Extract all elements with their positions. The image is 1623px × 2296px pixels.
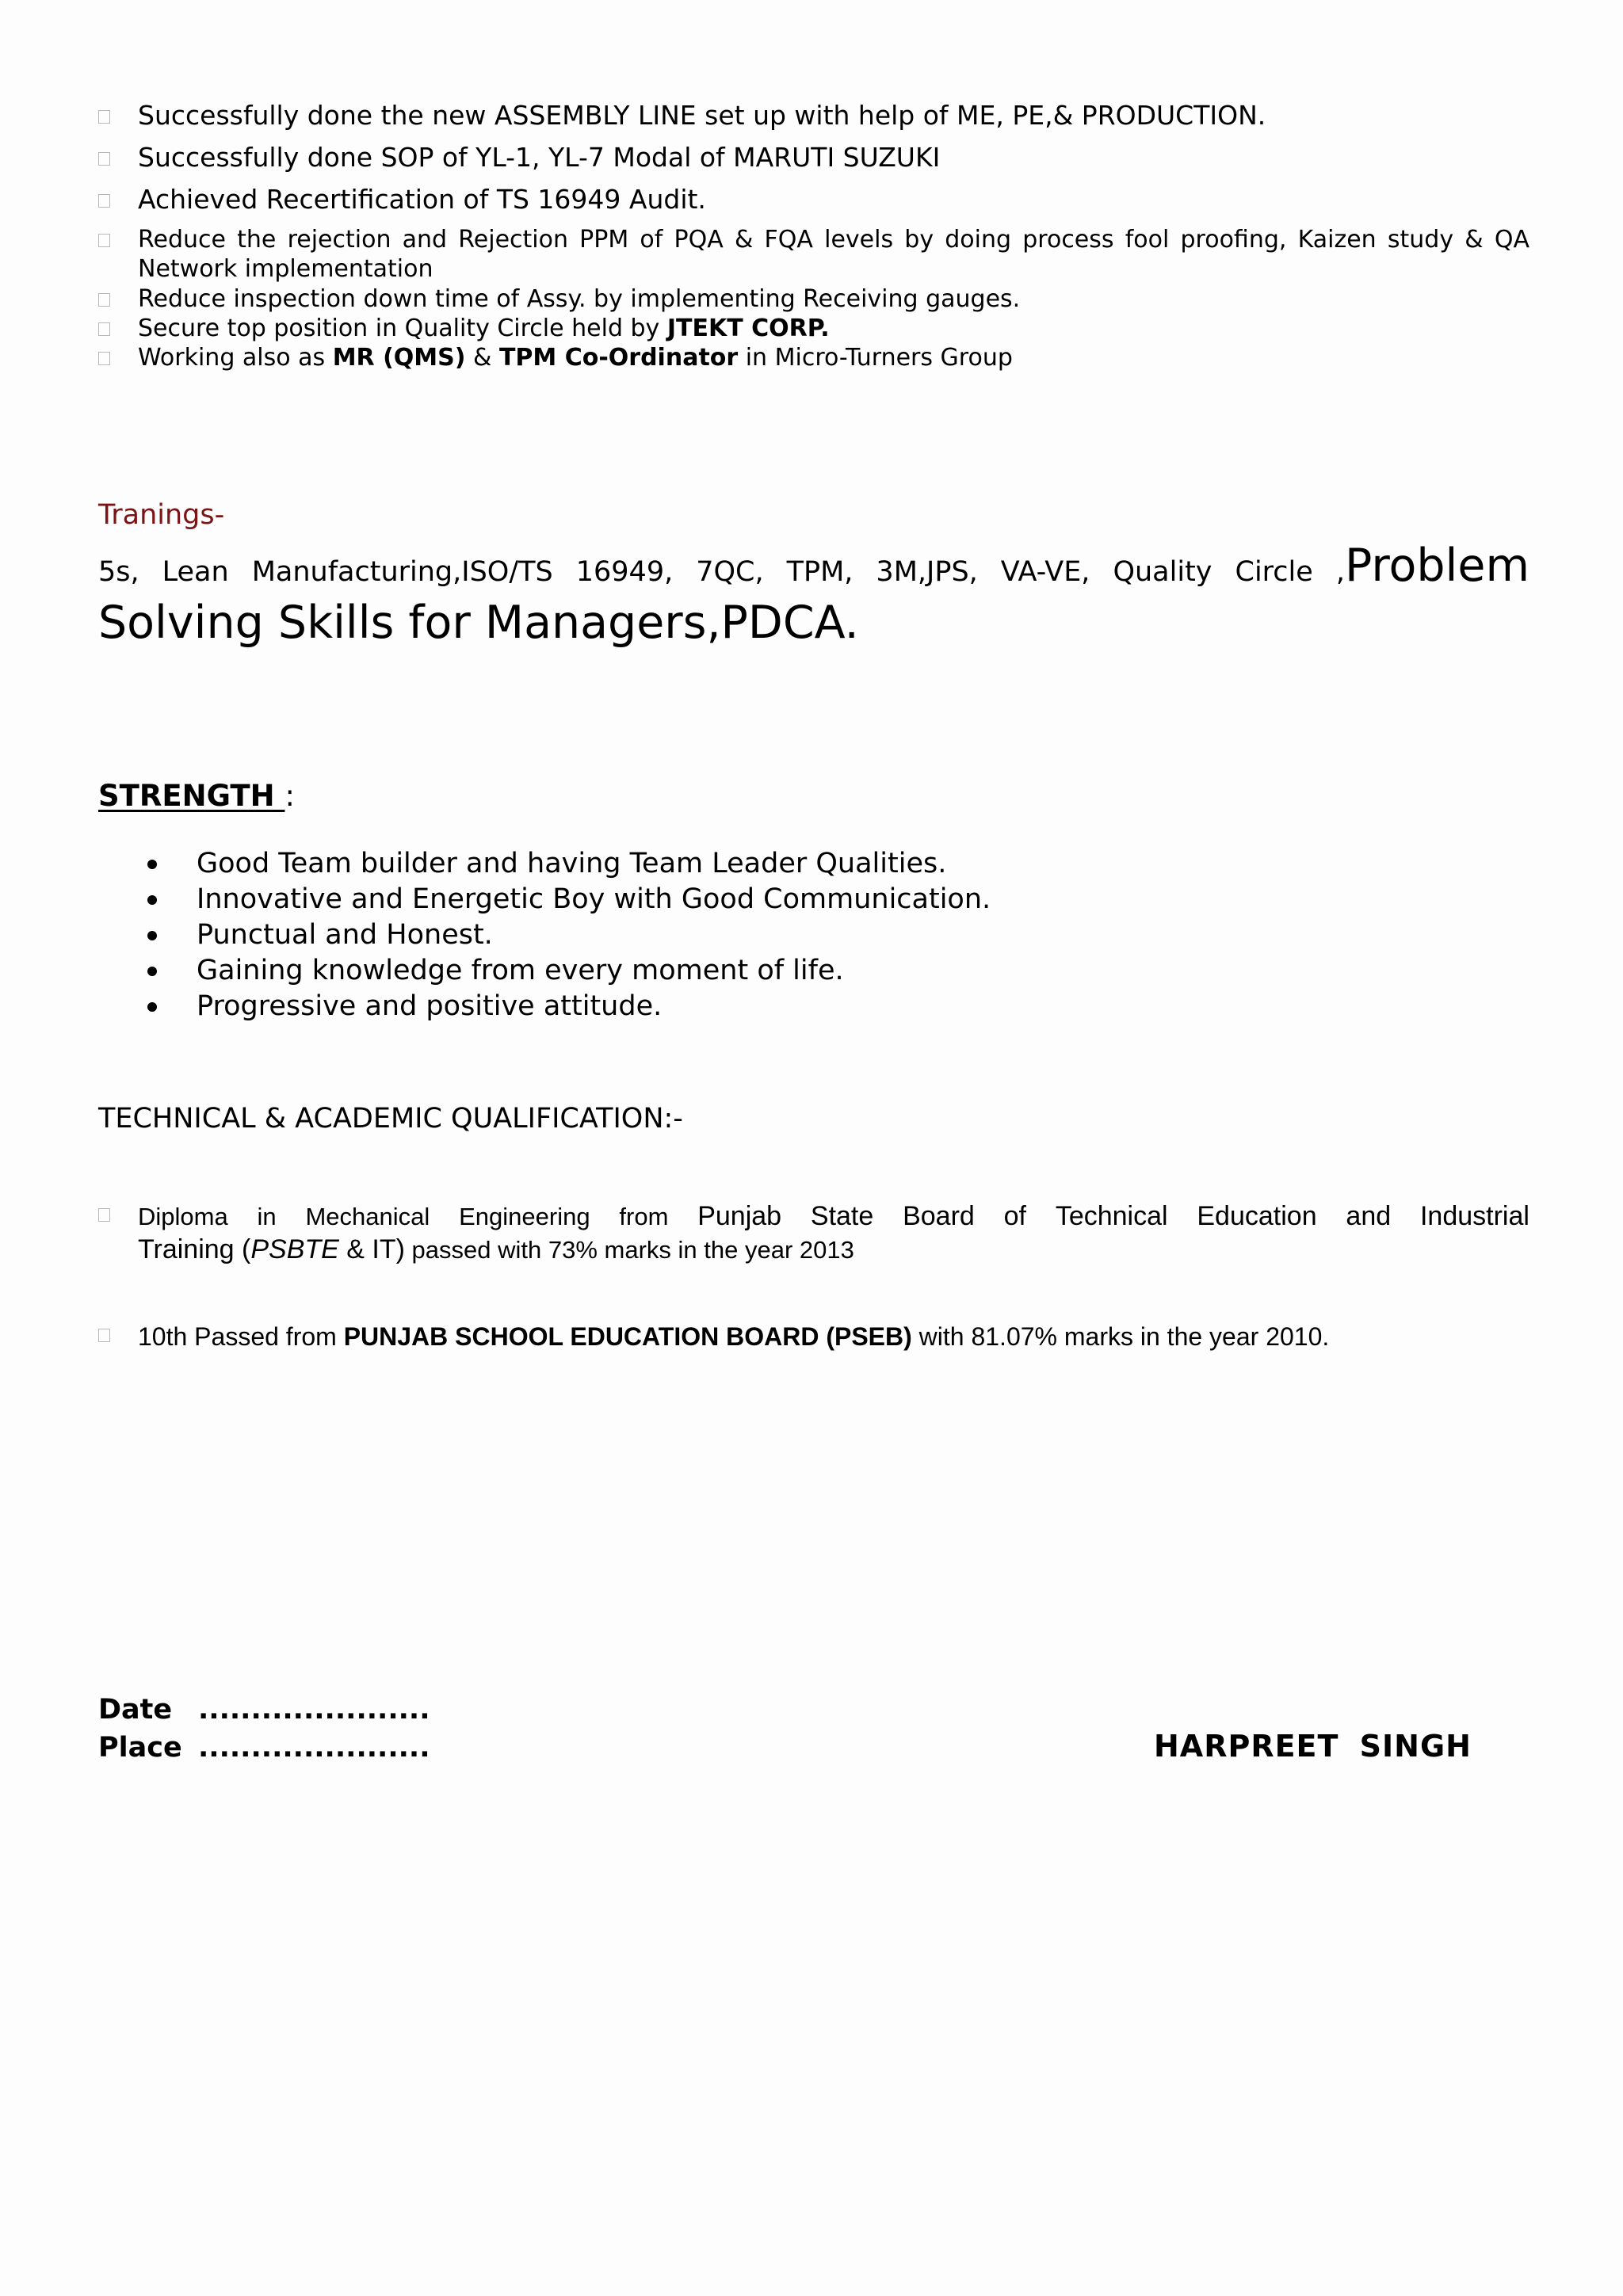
bullet-box-icon <box>98 194 110 208</box>
achievement-text: Successfully done the new ASSEMBLY LINE set up with help of ME, PE,& PRODUCTION. <box>138 100 1266 131</box>
list-item <box>98 100 1529 132</box>
diploma-word: Engineering <box>459 1203 590 1230</box>
bullet-box-icon <box>98 1208 110 1222</box>
bullet-box-icon <box>98 110 110 124</box>
training-word: VA-VE, <box>1000 556 1090 588</box>
training-word: 5s, <box>98 556 139 588</box>
achievement-text <box>98 314 1529 343</box>
bullet-dot-icon <box>147 1002 157 1012</box>
strength-text: Punctual and Honest. <box>197 919 493 951</box>
trainings-heading: Tranings- <box>98 499 225 531</box>
date-value: ...................... <box>198 1694 430 1726</box>
strength-text: Gaining knowledge from every moment of life. <box>197 955 844 986</box>
training-word: Manufacturing,ISO/TS <box>251 556 553 588</box>
bullet-box-icon <box>98 1329 110 1342</box>
achievement-role: MR (QMS) <box>332 344 466 372</box>
diploma-word: in <box>257 1203 277 1230</box>
training-word: Circle <box>1235 556 1313 588</box>
diploma-text-part: passed with 73% marks in the year 2013 <box>404 1236 854 1264</box>
diploma-word: Board <box>903 1201 975 1231</box>
signatory-name: HARPREET SINGH <box>1154 1729 1472 1764</box>
qualification-heading: TECHNICAL & ACADEMIC QUALIFICATION:- <box>98 1103 683 1135</box>
achievement-text-part: & <box>465 344 499 372</box>
training-word: 16949, <box>575 556 674 588</box>
diploma-word: from <box>619 1203 669 1230</box>
place-label: Place <box>98 1732 182 1764</box>
training-word: TPM, <box>786 556 854 588</box>
diploma-word: Mechanical <box>305 1203 430 1230</box>
diploma-line-2 <box>138 1233 1529 1267</box>
bullet-box-icon <box>98 293 110 307</box>
list-item <box>98 142 1529 174</box>
list-item <box>98 184 1529 215</box>
place-field <box>98 1729 430 1767</box>
training-word-large: Problem <box>1344 540 1529 592</box>
training-word: 7QC, <box>696 556 764 588</box>
list-item <box>98 1320 1529 1353</box>
achievement-text-part: Secure top position in Quality Circle held by <box>138 315 667 342</box>
training-comma: , <box>1335 556 1345 588</box>
diploma-word: Industrial <box>1419 1201 1529 1231</box>
diploma-text-part: & IT) <box>338 1234 405 1264</box>
achievement-org: JTEKT CORP. <box>666 315 830 342</box>
diploma-word: Technical <box>1055 1201 1168 1231</box>
bullet-dot-icon <box>147 895 157 905</box>
diploma-text <box>98 1199 1529 1267</box>
achievement-text-part: in Micro-Turners Group <box>738 344 1013 372</box>
tenth-text-part: 10th Passed from <box>138 1322 344 1351</box>
list-item <box>98 225 1529 284</box>
diploma-word: State <box>810 1201 874 1231</box>
strength-heading <box>98 778 295 814</box>
list-item <box>98 284 1529 314</box>
achievement-text <box>98 343 1529 372</box>
bullet-box-icon <box>98 152 110 166</box>
training-word: Lean <box>162 556 229 588</box>
diploma-word: Education <box>1197 1201 1317 1231</box>
trainings-line-1 <box>98 536 1529 596</box>
list-item <box>98 343 1529 372</box>
achievement-role: TPM Co-Ordinator <box>498 344 739 372</box>
list-item <box>98 1199 1529 1267</box>
diploma-board-abbr: PSBTE <box>250 1234 339 1264</box>
bullet-box-icon <box>98 322 110 336</box>
bullet-box-icon <box>98 234 110 247</box>
diploma-line-1 <box>138 1199 1529 1233</box>
tenth-text <box>98 1320 1529 1353</box>
training-word: 3M,JPS, <box>876 556 978 588</box>
strength-text: Good Team builder and having Team Leader Qualities. <box>197 848 947 879</box>
tenth-board: PUNJAB SCHOOL EDUCATION BOARD (PSEB) <box>343 1322 912 1351</box>
training-word <box>1336 536 1529 602</box>
trainings-line-2: Solving Skills for Managers,PDCA. <box>98 597 859 649</box>
achievement-text: Successfully done SOP of YL-1, YL-7 Modal of MARUTI SUZUKI <box>138 142 941 173</box>
strength-text: Progressive and positive attitude. <box>197 990 663 1022</box>
place-value: ...................... <box>198 1732 430 1764</box>
training-word: Quality <box>1113 556 1212 588</box>
diploma-word: and <box>1346 1201 1392 1231</box>
trainings-text <box>98 536 1529 650</box>
diploma-text-part: Training ( <box>138 1234 251 1264</box>
bullet-dot-icon <box>147 931 157 940</box>
diploma-word: of <box>1003 1201 1026 1231</box>
bullet-dot-icon <box>147 860 157 869</box>
tenth-text-part: with 81.07% marks in the year 2010. <box>911 1322 1330 1351</box>
bullet-box-icon <box>98 352 110 365</box>
strength-heading-colon: : <box>285 779 295 813</box>
achievement-text: Reduce the rejection and Rejection PPM of PQA & FQA levels by doing process fool proofing, Kaizen study & QA Network implementation <box>138 226 1529 283</box>
achievement-text: Reduce inspection down time of Assy. by implementing Receiving gauges. <box>138 285 1021 313</box>
list-item <box>98 314 1529 343</box>
date-field <box>98 1691 430 1729</box>
bullet-dot-icon <box>147 967 157 976</box>
achievement-text-part: Working also as <box>138 344 333 372</box>
strength-text: Innovative and Energetic Boy with Good Communication. <box>197 883 991 915</box>
diploma-word: Diploma <box>138 1203 228 1230</box>
achievement-text: Achieved Recertification of TS 16949 Audit. <box>138 184 706 215</box>
strength-heading-text: STRENGTH <box>98 779 285 813</box>
diploma-word: Punjab <box>697 1201 782 1231</box>
date-label: Date <box>98 1694 173 1726</box>
